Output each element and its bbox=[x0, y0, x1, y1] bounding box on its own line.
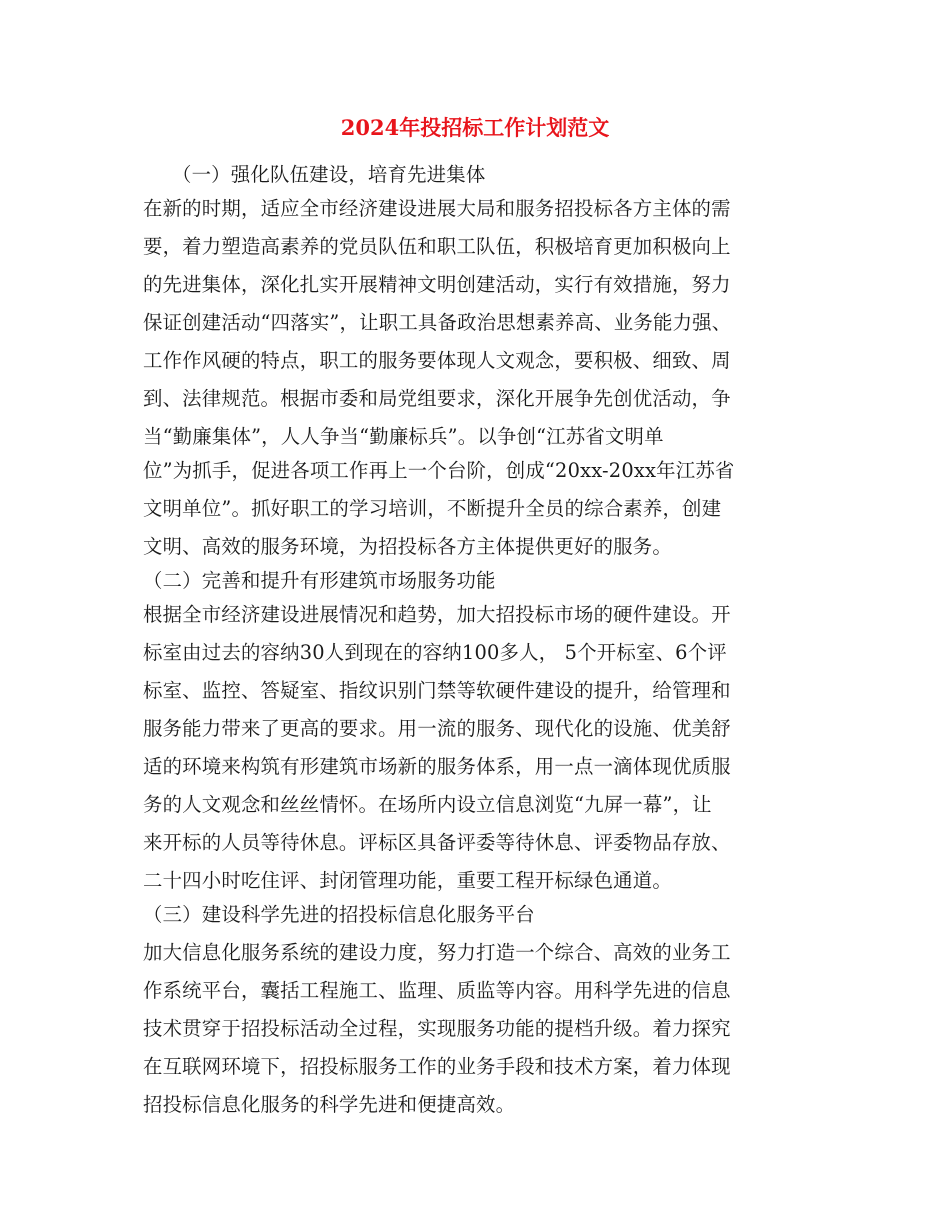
text-line: 二十四小时吃住评、封闭管理功能，重要工程开标绿色通道。 bbox=[143, 869, 672, 892]
text-line: 保证创建活动“四落实”，让职工具备政治思想素养高、业务能力强、 bbox=[143, 311, 732, 334]
text-line: 要，着力塑造高素养的党员队伍和职工队伍，积极培育更加积极向上 bbox=[143, 235, 731, 258]
text-line: 适的环境来构筑有形建筑市场新的服务体系，用一点一滴体现优质服 bbox=[143, 755, 731, 778]
section-heading-3: （三）建设科学先进的招投标信息化服务平台 bbox=[143, 903, 535, 926]
text-line: 标室由过去的容纳30人到现在的容纳100多人， 5个开标室、6个评 bbox=[143, 641, 727, 664]
text-line: 来开标的人员等待休息。评标区具备评委等待休息、评委物品存放、 bbox=[143, 831, 731, 854]
text-line: 技术贯穿于招投标活动全过程，实现服务功能的提档升级。着力探究 bbox=[143, 1017, 731, 1040]
text-line: 的先进集体，深化扎实开展精神文明创建活动，实行有效措施，努力 bbox=[143, 273, 731, 296]
text-line: 加大信息化服务系统的建设力度，努力打造一个综合、高效的业务工 bbox=[143, 941, 731, 964]
section-heading-1: （一）强化队伍建设，培育先进集体 bbox=[172, 163, 486, 186]
text-line: 标室、监控、答疑室、指纹识别门禁等软硬件建设的提升，给管理和 bbox=[143, 679, 731, 702]
text-line: 文明单位”。抓好职工的学习培训，不断提升全员的综合素养，创建 bbox=[143, 497, 722, 520]
text-line: 招投标信息化服务的科学先进和便捷高效。 bbox=[143, 1093, 516, 1116]
text-line: 工作作风硬的特点，职工的服务要体现人文观念，要积极、细致、周 bbox=[143, 349, 731, 372]
text-line: 服务能力带来了更高的要求。用一流的服务、现代化的设施、优美舒 bbox=[143, 717, 731, 740]
text-line: 在互联网环境下，招投标服务工作的业务手段和技术方案，着力体现 bbox=[143, 1055, 731, 1078]
text-line: 到、法律规范。根据市委和局党组要求，深化开展争先创优活动，争 bbox=[143, 387, 731, 410]
text-line: 作系统平台，囊括工程施工、监理、质监等内容。用科学先进的信息 bbox=[143, 979, 731, 1002]
section-heading-2: （二）完善和提升有形建筑市场服务功能 bbox=[143, 569, 496, 592]
text-line: 当“勤廉集体”，人人争当“勤廉标兵”。以争创“江苏省文明单 bbox=[143, 425, 664, 448]
text-line: 根据全市经济建设进展情况和趋势，加大招投标市场的硬件建设。开 bbox=[143, 603, 731, 626]
text-line: 在新的时期，适应全市经济建设进展大局和服务招投标各方主体的需 bbox=[143, 197, 731, 220]
text-line: 位”为抓手，促进各项工作再上一个台阶，创成“20xx-20xx年江苏省 bbox=[143, 459, 735, 482]
text-line: 务的人文观念和丝丝情怀。在场所内设立信息浏览“九屏一幕”，让 bbox=[143, 793, 712, 816]
text-line: 文明、高效的服务环境，为招投标各方主体提供更好的服务。 bbox=[143, 535, 672, 558]
document-title: 2024年投招标工作计划范文 bbox=[340, 115, 610, 140]
